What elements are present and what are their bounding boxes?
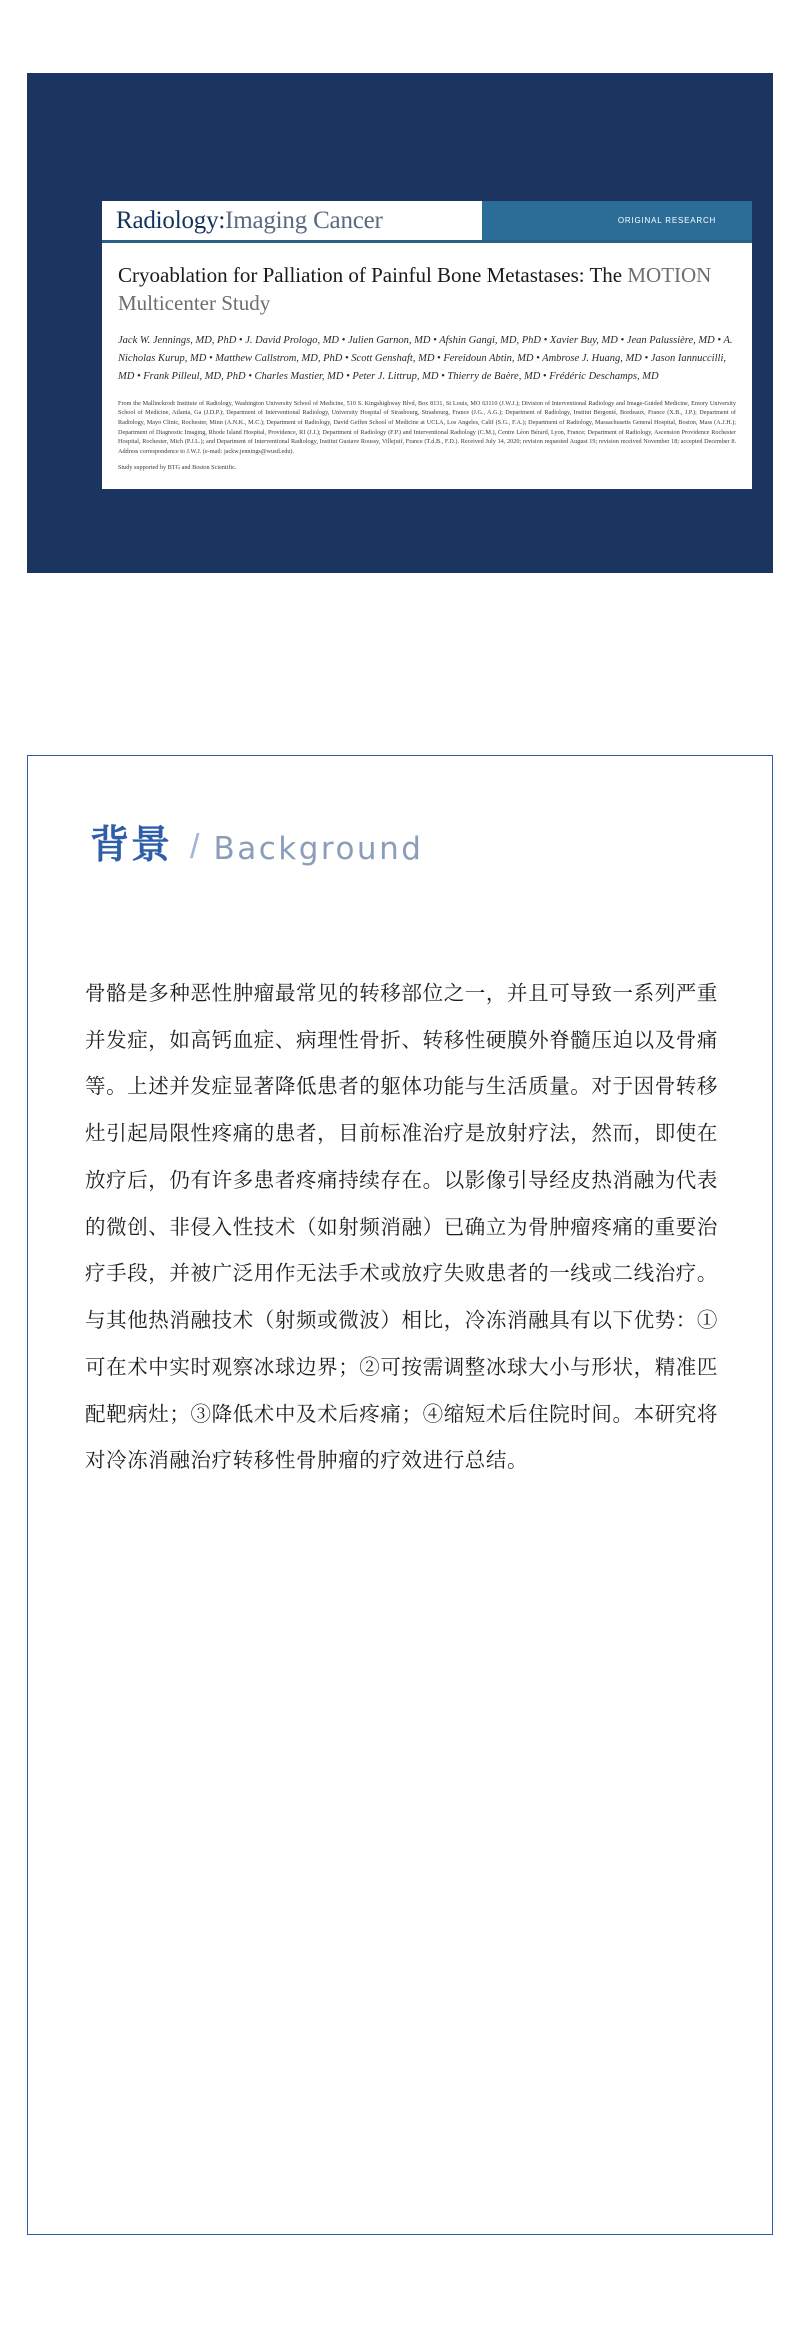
journal-title [102, 201, 482, 240]
heading-divider: / [190, 828, 200, 866]
journal-title-main: Radiology: [116, 206, 226, 234]
paper-title-line1: Cryoablation for Palliation of Painful Bone Metastases: The [118, 263, 623, 287]
journal-color-strip [482, 201, 582, 240]
paper-title-line2: MOTION Multicenter Study [118, 263, 712, 316]
citation-line: Radiology: Imaging Cancer 2021; 3(2):e200101. | IF:2.8 [82, 671, 507, 689]
article-type-tag: ORIGINAL RESEARCH [582, 201, 752, 240]
paper-banner [27, 73, 773, 689]
paper-title [118, 261, 736, 318]
journal-title-sub: Imaging Cancer [225, 206, 383, 234]
paper-affiliations [118, 399, 736, 473]
background-heading-cn: 背景 [90, 824, 173, 867]
affiliation-text: From the Mallinckrodt Institute of Radiology, Washington University School of Medicine, 510 S. Kingshighway Blvd, Box 8131, St Louis, MO 63110 (J.W.J.); Division of Interventional Radiology and Image-Guided Medicine, Emory University School of Medicine, Atlanta, Ga (J.D.P.); Department of Interventional Radiology, University Hospital of Strasbourg, Strasbourg, France (J.G., A.G.); Department of Radiology, Institut Bergonié, Bordeaux, France (X.B., J.P.); Department of Radiology, Mayo Clinic, Rochester, Minn (A.N.K., M.C.); Department of Radiology, David Geffen School of Medicine at UCLA, Los Angeles, Calif (S.G., F.A.); Department of Radiology, Massachusetts General Hospital, Boston, Mass (A.J.H.); Department of Diagnostic Imaging, Rhode Island Hospital, Providence, RI (J.I.); Department of Radiology (F.P.) and Interventional Radiology (C.M.), Centre Léon Bérard, Lyon, France; Department of Radiology, Ascension Providence Rochester Hospital, Rochester, Mich (P.J.L.); and Department of Interventional Radiology, Institut Gustave Roussy, Villejuif, France (T.d.B., F.D.). Received July 14, 2020; revision requested August 19; revision received November 18; accepted December 8. Address correspondence to J.W.J. (e-mail: jackw.jennings@wustl.edu). [118, 399, 736, 455]
funding-note: Study supported by BTG and Boston Scientific. [118, 464, 237, 472]
background-section-card [27, 755, 773, 2235]
journal-masthead [102, 201, 752, 243]
background-body-text: 骨骼是多种恶性肿瘤最常见的转移部位之一，并且可导致一系列严重并发症，如高钙血症、病理性骨折、转移性硬膜外脊髓压迫以及骨痛等。上述并发症显著降低患者的躯体功能与生活质量。对于因骨转移灶引起局限性疼痛的患者，目前标准治疗是放射疗法，然而，即使在放疗后，仍有许多患者疼痛持续存在。以影像引导经皮热消融为代表的微创、非侵入性技术（如射频消融）已确立为骨肿瘤疼痛的重要治疗手段，并被广泛用作无法手术或放疗失败患者的一线或二线治疗。与其他热消融技术（射频或微波）相比，冷冻消融具有以下优势：①可在术中实时观察冰球边界；②可按需调整冰球大小与形状，精准匹配靶病灶；③降低术中及术后疼痛；④缩短术后住院时间。本研究将对冷冻消融治疗转移性骨肿瘤的疗效进行总结。 [85, 982, 718, 1473]
paper-authors: Jack W. Jennings, MD, PhD • J. David Prologo, MD • Julien Garnon, MD • Afshin Gangi, MD, PhD • Xavier Buy, MD • Jean Palussière, MD • A. Nicholas Kurup, MD • Matthew Callstrom, MD, PhD • Scott Genshaft, MD • Fereidoun Abtin, MD • Ambrose J. Huang, MD • Jason Iannuccilli, MD • Frank Pilleul, MD, PhD • Charles Mastier, MD • Peter J. Littrup, MD • Thierry de Baère, MD • Frédéric Deschamps, MD [118, 334, 733, 383]
paper-cover-card [102, 201, 752, 489]
background-heading [90, 826, 423, 865]
background-heading-en: Background [213, 831, 424, 867]
